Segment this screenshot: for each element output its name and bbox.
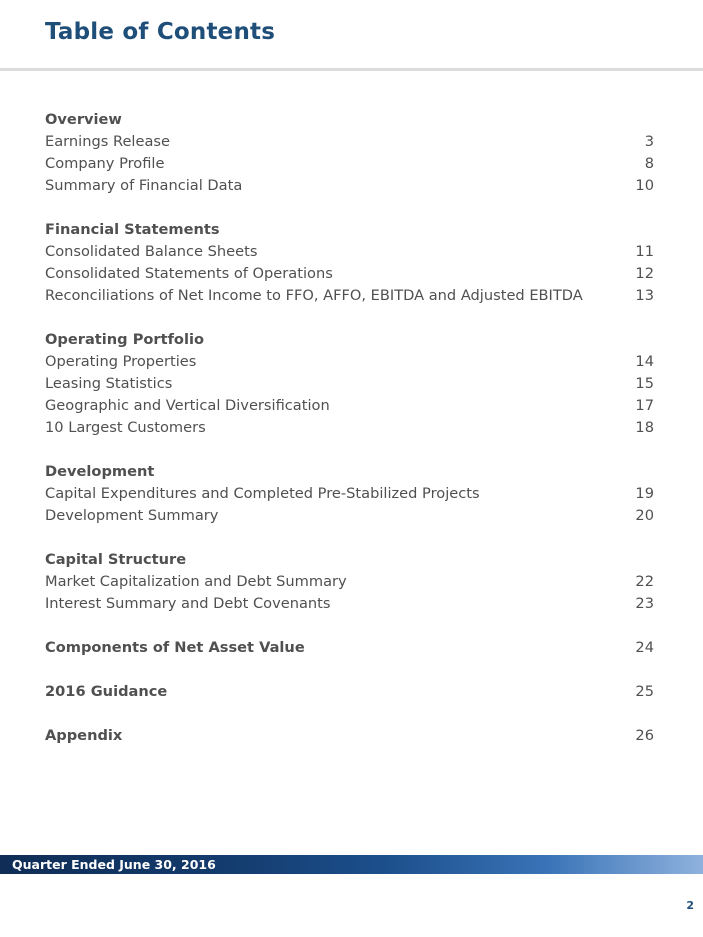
toc-section — [45, 109, 654, 197]
toc-entry-label: Summary of Financial Data — [45, 177, 243, 194]
toc-entry-label: Market Capitalization and Debt Summary — [45, 573, 347, 590]
toc-entry-label: Development Summary — [45, 507, 219, 524]
section-heading-label: Development — [45, 463, 155, 480]
toc-entry[interactable] — [45, 131, 654, 153]
toc-entry-page: 19 — [635, 485, 654, 502]
section-heading-label: Components of Net Asset Value — [45, 639, 305, 656]
toc-section-heading[interactable] — [45, 637, 654, 659]
page-title: Table of Contents — [45, 19, 276, 45]
toc-entry[interactable] — [45, 263, 654, 285]
toc-entry-page: 8 — [644, 155, 654, 172]
toc-entry-label: Earnings Release — [45, 133, 170, 150]
section-heading-label: Financial Statements — [45, 221, 220, 238]
toc-entry[interactable] — [45, 153, 654, 175]
toc-entry-page: 20 — [635, 507, 654, 524]
toc-section-heading[interactable] — [45, 109, 654, 131]
toc-section-heading[interactable] — [45, 681, 654, 703]
toc-entry[interactable] — [45, 571, 654, 593]
toc-entry-page: 3 — [644, 133, 654, 150]
toc-entry[interactable] — [45, 351, 654, 373]
section-heading-page: 26 — [635, 727, 654, 744]
toc-entry-page: 13 — [635, 287, 654, 304]
toc-section — [45, 637, 654, 659]
toc-entry[interactable] — [45, 175, 654, 197]
toc-section — [45, 725, 654, 747]
toc-entry-page: 12 — [635, 265, 654, 282]
toc-entry[interactable] — [45, 593, 654, 615]
toc-section — [45, 461, 654, 527]
toc-entry-label: Interest Summary and Debt Covenants — [45, 595, 331, 612]
toc-section — [45, 219, 654, 307]
toc-entry-label: Consolidated Balance Sheets — [45, 243, 258, 260]
toc-entry-label: Leasing Statistics — [45, 375, 173, 392]
toc-entry-label: Consolidated Statements of Operations — [45, 265, 333, 282]
toc-section-heading[interactable] — [45, 219, 654, 241]
footer-bar — [0, 855, 703, 874]
toc-section-heading[interactable] — [45, 725, 654, 747]
section-heading-label: Capital Structure — [45, 551, 187, 568]
section-heading-label: Appendix — [45, 727, 123, 744]
toc-entry-label: 10 Largest Customers — [45, 419, 206, 436]
toc-section-heading[interactable] — [45, 461, 654, 483]
table-of-contents — [45, 109, 654, 769]
section-heading-page: 25 — [635, 683, 654, 700]
toc-entry[interactable] — [45, 285, 654, 307]
toc-entry[interactable] — [45, 395, 654, 417]
footer-period-label: Quarter Ended June 30, 2016 — [12, 857, 216, 872]
toc-section — [45, 549, 654, 615]
section-heading-page: 24 — [635, 639, 654, 656]
section-heading-label: Operating Portfolio — [45, 331, 204, 348]
toc-entry-page: 11 — [635, 243, 654, 260]
toc-entry-page: 14 — [635, 353, 654, 370]
toc-entry-page: 22 — [635, 573, 654, 590]
toc-entry[interactable] — [45, 417, 654, 439]
toc-section-heading[interactable] — [45, 329, 654, 351]
toc-entry-label: Geographic and Vertical Diversification — [45, 397, 330, 414]
toc-section — [45, 681, 654, 703]
toc-entry-page: 17 — [635, 397, 654, 414]
section-heading-label: Overview — [45, 111, 122, 128]
toc-entry-label: Operating Properties — [45, 353, 197, 370]
toc-entry-label: Capital Expenditures and Completed Pre-Stabilized Projects — [45, 485, 480, 502]
toc-entry[interactable] — [45, 483, 654, 505]
title-divider — [0, 68, 703, 71]
toc-entry[interactable] — [45, 241, 654, 263]
toc-entry-page: 23 — [635, 595, 654, 612]
toc-section-heading[interactable] — [45, 549, 654, 571]
toc-entry[interactable] — [45, 373, 654, 395]
toc-entry-page: 18 — [635, 419, 654, 436]
page-number: 2 — [686, 899, 694, 912]
toc-entry-label: Reconciliations of Net Income to FFO, AFFO, EBITDA and Adjusted EBITDA — [45, 287, 583, 304]
section-heading-label: 2016 Guidance — [45, 683, 168, 700]
toc-entry[interactable] — [45, 505, 654, 527]
toc-section — [45, 329, 654, 439]
toc-entry-label: Company Profile — [45, 155, 165, 172]
toc-entry-page: 10 — [635, 177, 654, 194]
toc-entry-page: 15 — [635, 375, 654, 392]
